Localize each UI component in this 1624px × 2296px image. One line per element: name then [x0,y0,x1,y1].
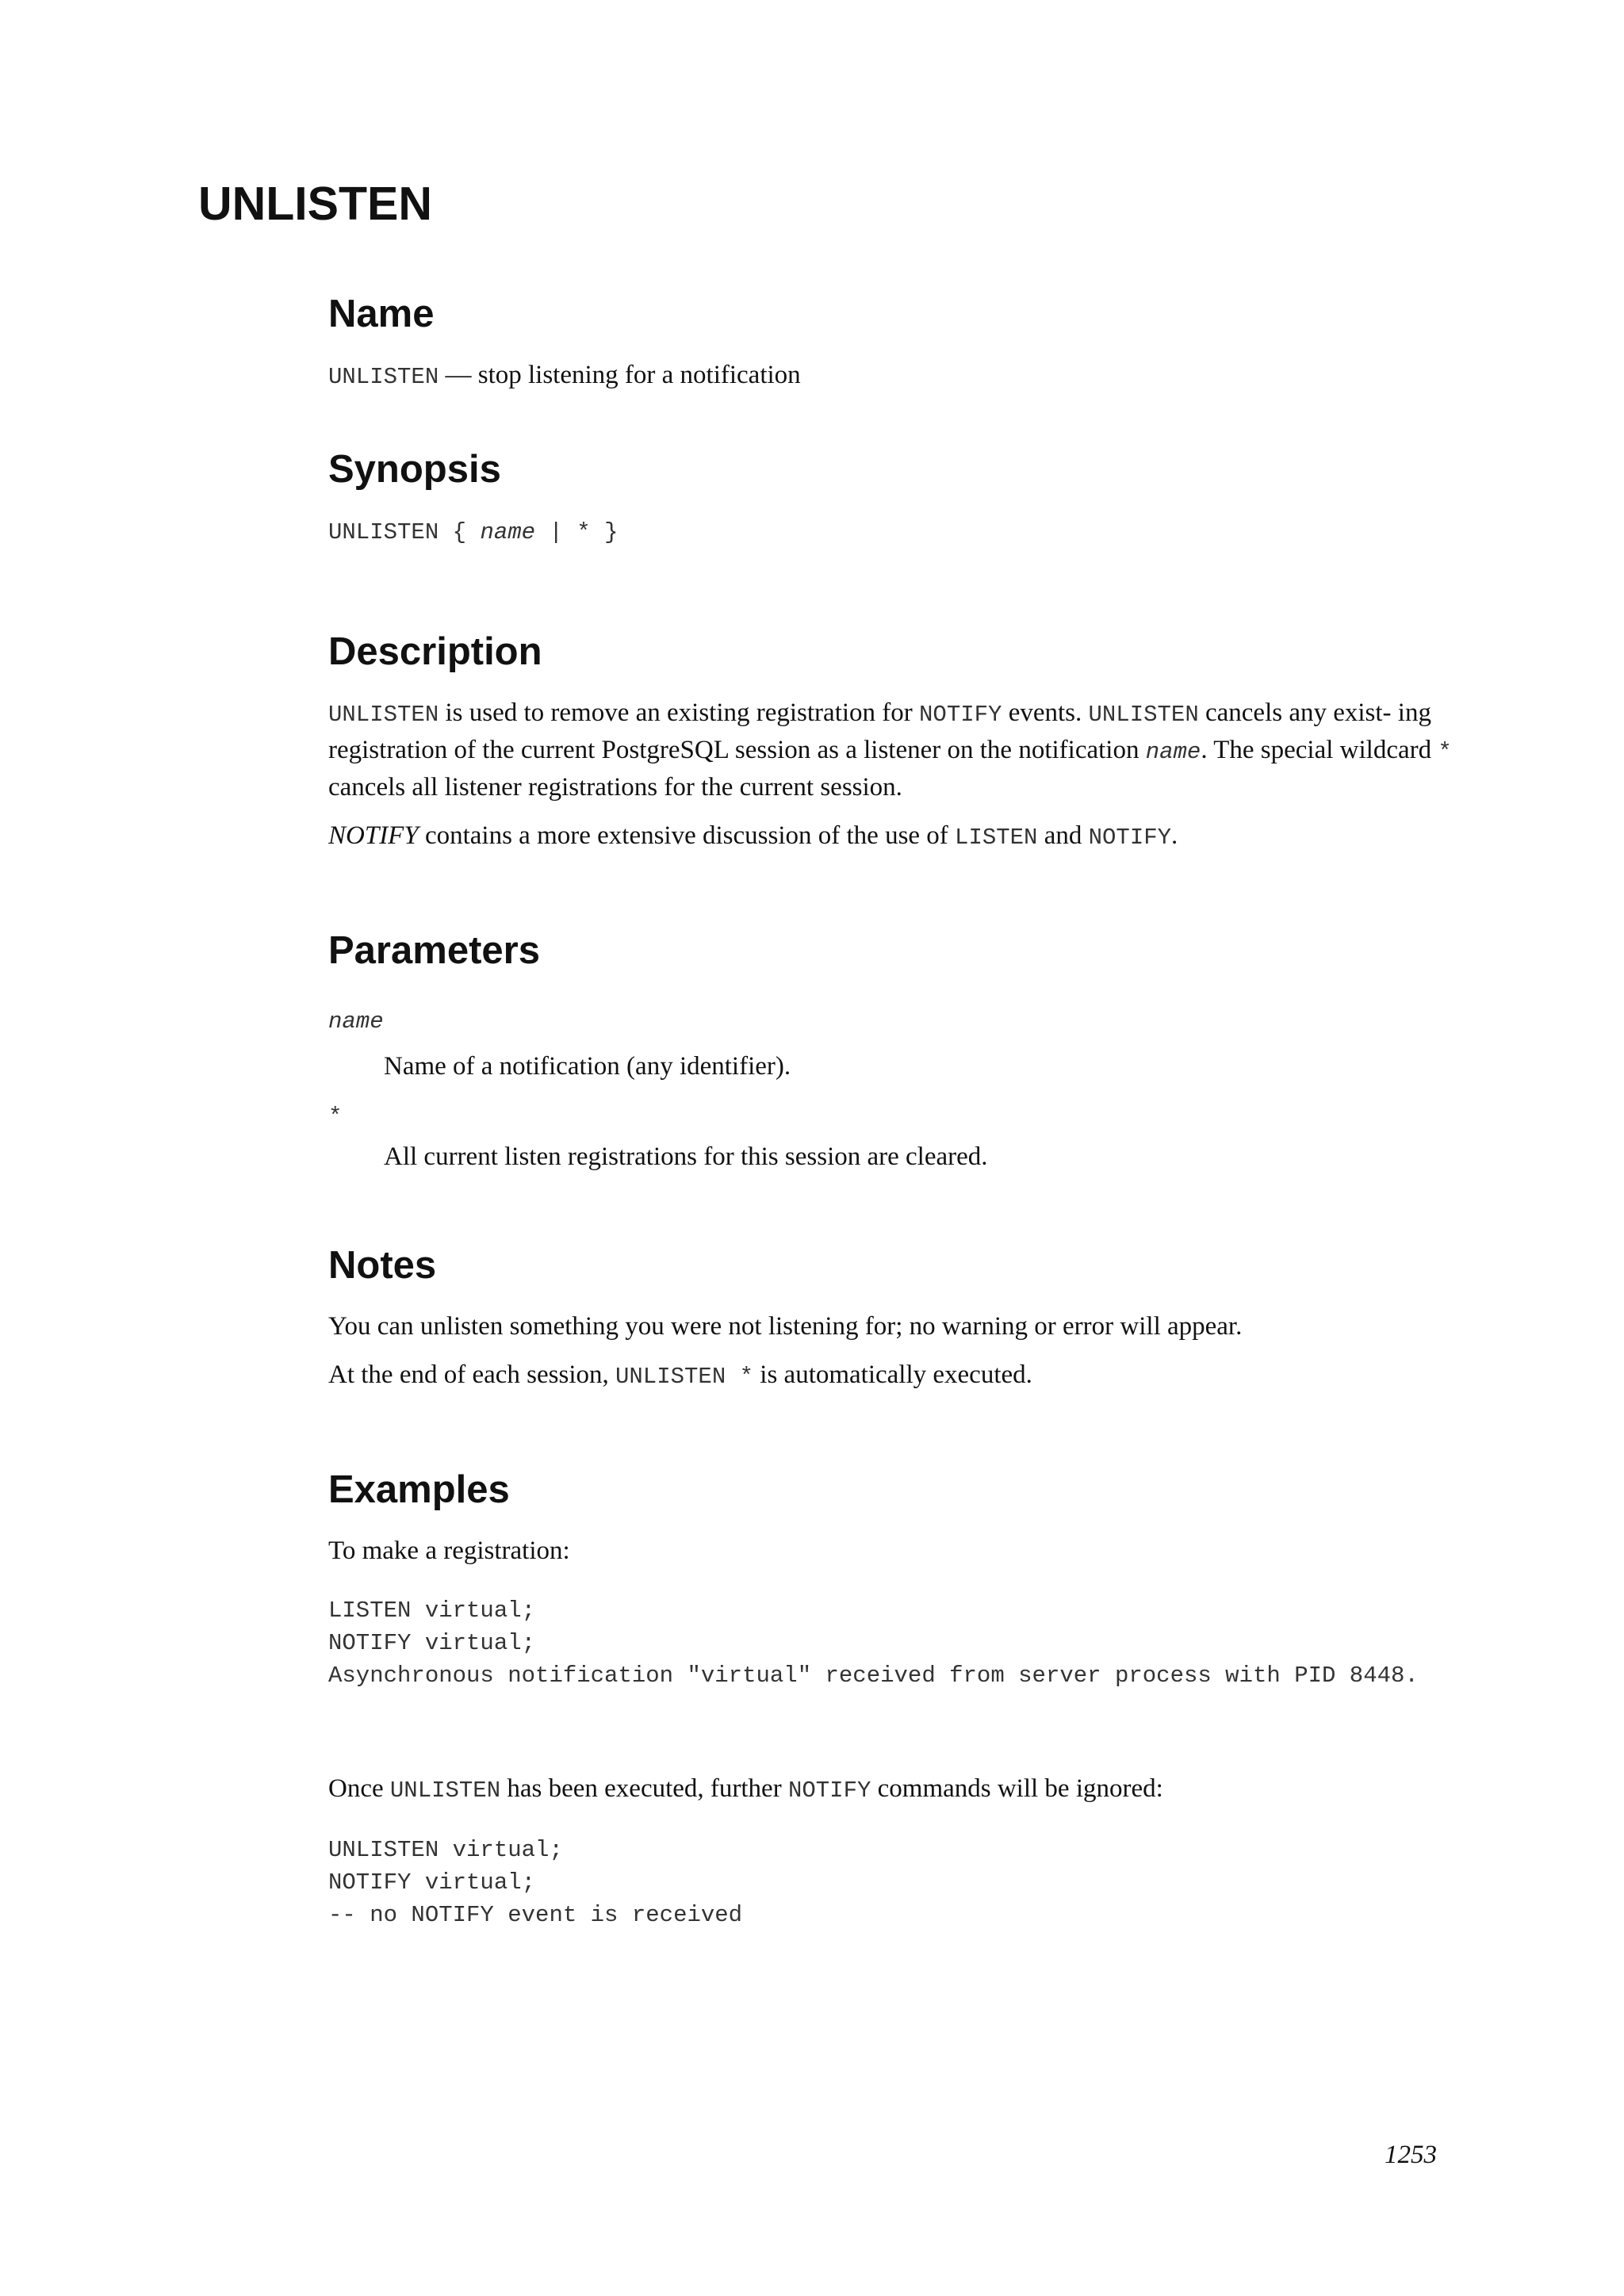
inline-command: LISTEN [955,825,1038,851]
description-paragraph-1 [328,695,1454,806]
inline-command: UNLISTEN * [615,1364,754,1390]
notes-paragraph-1: You can unlisten something you were not listening for; no warning or error will appear. [328,1312,1243,1341]
parameters-section [328,929,1454,1175]
text-run: is automatically executed. [753,1360,1032,1389]
synopsis-prefix: UNLISTEN { [328,519,467,545]
inline-command: UNLISTEN [389,1777,501,1804]
examples-section [328,1468,1454,1931]
text-run: . The special wildcard [1201,736,1438,764]
command-summary: — stop listening for a notification [445,361,801,389]
text-run: has been executed, further [500,1774,788,1803]
text-run: cancels any exist- ing registration of the current PostgreSQL session as a listener on the notification [328,698,1431,764]
inline-command: NOTIFY [787,1777,871,1804]
synopsis-code [328,516,1454,549]
name-section [328,295,1454,395]
parameter-definition: All current listen registrations for this session are cleared. [384,1142,988,1171]
parameter-term: * [328,1104,343,1130]
description-heading: Description [328,630,542,673]
text-run: Once [328,1774,390,1803]
description-section [328,630,1454,855]
command-name: UNLISTEN [328,364,439,390]
text-run: contains a more extensive discussion of the use of [418,821,956,850]
text-run: and [1037,821,1089,850]
synopsis-suffix: } [604,519,619,545]
text-run: is used to remove an existing registration for [439,698,920,727]
synopsis-separator: | [549,519,563,545]
page-number: 1253 [1385,2141,1437,2169]
inline-command: NOTIFY [1088,825,1172,851]
notify-reference-link[interactable]: NOTIFY [328,821,419,850]
parameter-term: name [328,1008,384,1035]
synopsis-param: name [480,519,536,545]
inline-param: name [1145,739,1201,765]
examples-heading: Examples [328,1468,510,1511]
notes-paragraph-2 [328,1357,1454,1395]
synopsis-wildcard: * [576,519,591,545]
synopsis-section [328,450,1454,549]
examples-intro-2 [328,1771,1454,1808]
name-summary [328,358,1454,395]
examples-intro-1: To make a registration: [328,1536,570,1565]
main-content [328,295,1454,1931]
inline-command: UNLISTEN [328,702,439,728]
notes-heading: Notes [328,1244,437,1287]
example-code-block-1: LISTEN virtual; NOTIFY virtual; Asynchronous notification "virtual" received from server process with PID 8448. [328,1598,1419,1689]
page-title: UNLISTEN [198,178,432,230]
description-paragraph-2 [328,818,1454,855]
parameter-definition: Name of a notification (any identifier). [384,1052,791,1081]
notes-section [328,1246,1454,1395]
text-run: At the end of each session, [328,1360,615,1389]
synopsis-heading: Synopsis [328,448,501,491]
name-heading: Name [328,293,435,335]
parameter-list [328,1010,1454,1175]
text-run: . [1171,821,1178,850]
text-run: commands will be ignored: [871,1774,1163,1803]
inline-command: UNLISTEN [1088,702,1199,728]
text-run: cancels all listener registrations for the current session. [328,773,902,802]
inline-wildcard: * [1438,739,1452,765]
text-run: events. [1002,698,1089,727]
parameters-heading: Parameters [328,929,540,972]
inline-command: NOTIFY [919,702,1002,728]
example-code-block-2: UNLISTEN virtual; NOTIFY virtual; -- no NOTIFY event is received [328,1837,743,1928]
